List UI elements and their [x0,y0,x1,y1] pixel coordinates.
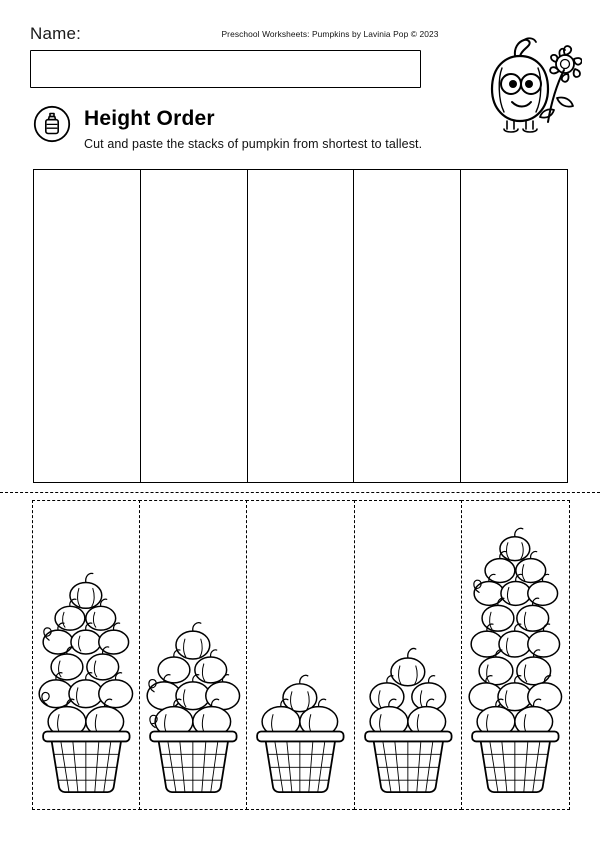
glue-bottle-icon [33,105,71,143]
answer-cell-3[interactable] [248,170,355,482]
name-input[interactable] [30,50,421,88]
credit-line: Preschool Worksheets: Pumpkins by Lavinia Pop © 2023 [221,29,439,39]
cut-out-strip [32,500,568,810]
pumpkin-character-with-sunflower-icon [452,26,582,146]
cut-out-card-3[interactable] [246,500,355,810]
cut-here-line [0,492,600,493]
cut-out-card-2[interactable] [139,500,248,810]
answer-cell-1[interactable] [34,170,141,482]
cut-out-card-5[interactable] [461,500,570,810]
answer-cell-5[interactable] [461,170,567,482]
cut-out-card-1[interactable] [32,500,141,810]
answer-grid [33,169,568,483]
instructions-text: Cut and paste the stacks of pumpkin from shortest to tallest. [84,137,423,151]
cut-out-card-4[interactable] [354,500,463,810]
answer-cell-4[interactable] [354,170,461,482]
answer-cell-2[interactable] [141,170,248,482]
page-title: Height Order [84,107,215,130]
name-label: Name: [30,24,82,43]
